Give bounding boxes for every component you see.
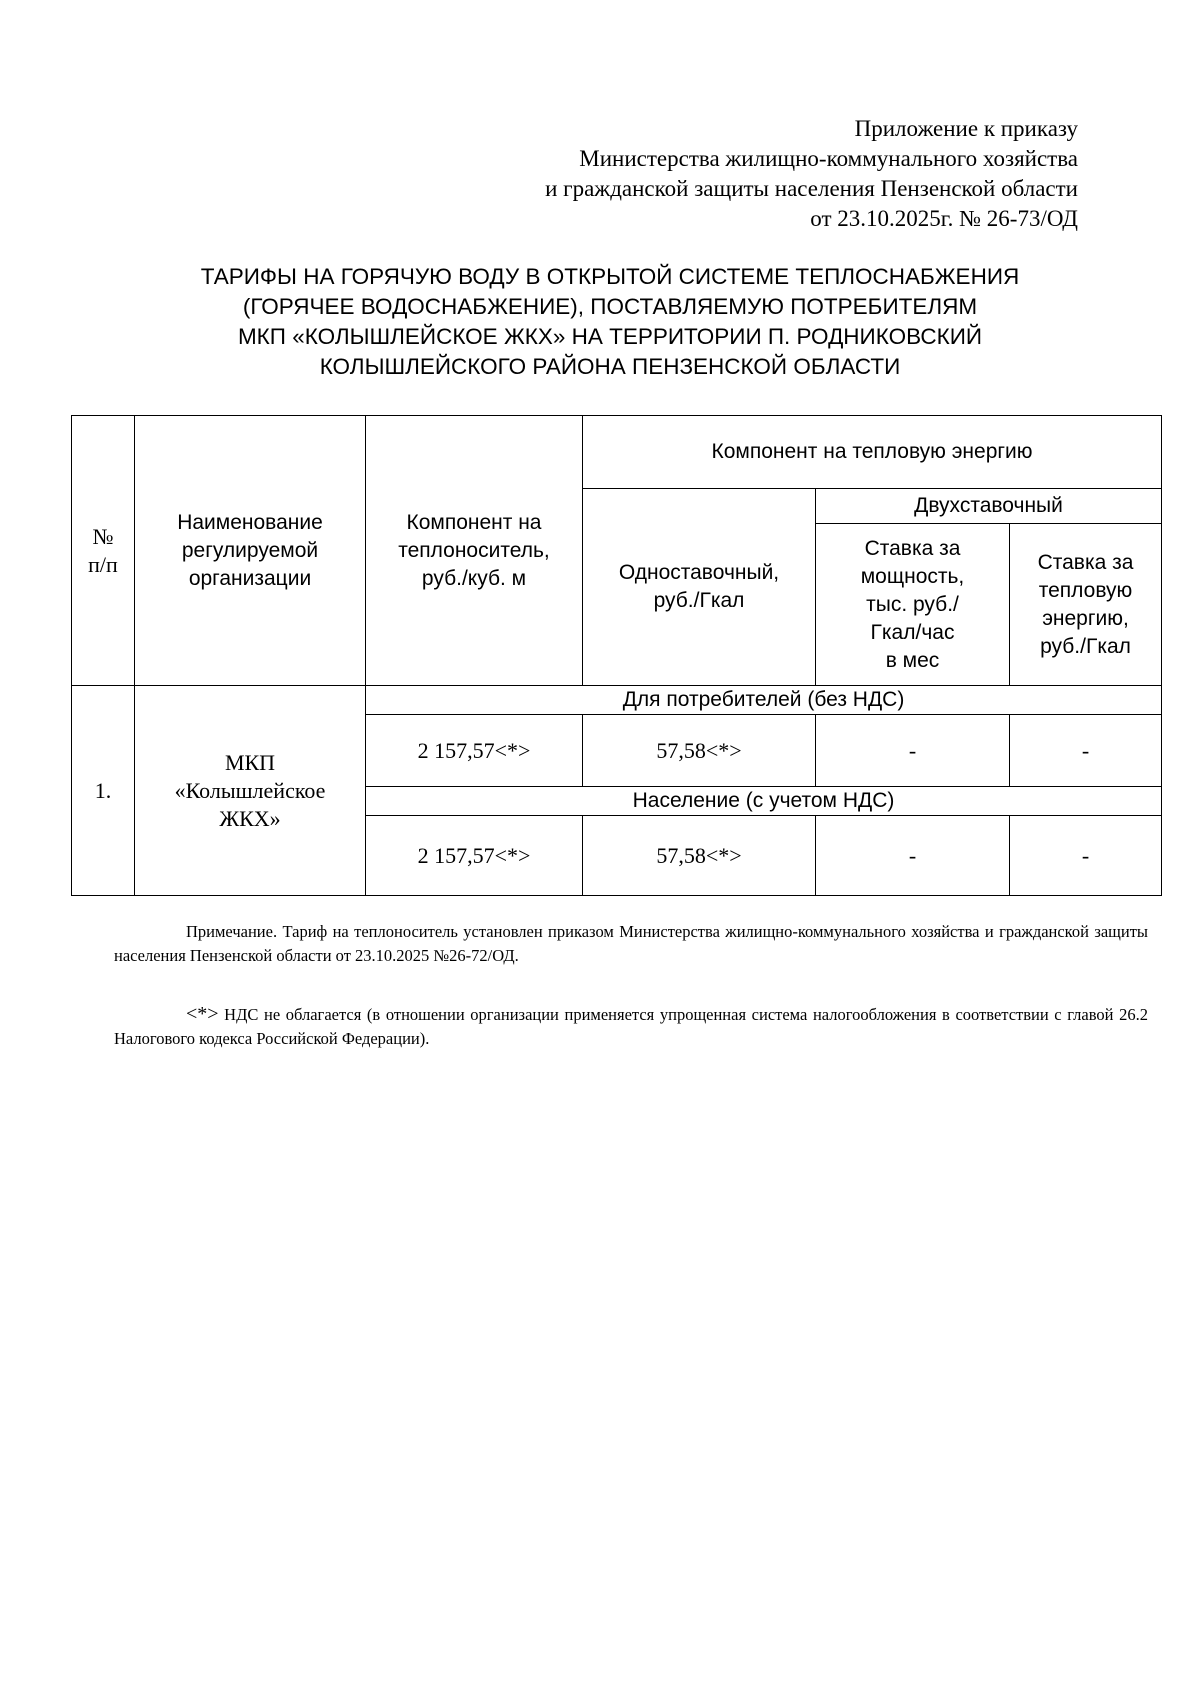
header-energy-component: Компонент на тепловую энергию (583, 416, 1162, 489)
energy-rate-value: - (1010, 816, 1162, 896)
tariff-note (114, 920, 1148, 968)
footnote-symbol: <*> (186, 1003, 219, 1025)
carrier-value: 2 157,57<*> (366, 816, 583, 896)
header-organization-name: Наименование регулируемой организации (135, 416, 366, 686)
row-number: 1. (72, 686, 135, 896)
power-rate-value: - (816, 715, 1010, 787)
header-line: Приложение к приказу (854, 116, 1078, 141)
title-line: КОЛЫШЛЕЙСКОГО РАЙОНА ПЕНЗЕНСКОЙ ОБЛАСТИ (319, 354, 901, 379)
consumer-group-label: Для потребителей (без НДС) (366, 686, 1162, 715)
header-single-rate: Одноставочный, руб./Гкал (583, 489, 816, 686)
title-line: МКП «КОЛЫШЛЕЙСКОЕ ЖКХ» НА ТЕРРИТОРИИ П. РОДНИКОВСКИЙ (237, 324, 983, 349)
single-rate-value: 57,58<*> (583, 715, 816, 787)
energy-rate-value: - (1010, 715, 1162, 787)
header-power-rate: Ставка за мощность, тыс. руб./ Гкал/час в мес (816, 524, 1010, 686)
single-rate-value: 57,58<*> (583, 816, 816, 896)
carrier-value: 2 157,57<*> (366, 715, 583, 787)
header-line: от 23.10.2025г. № 26-73/ОД (810, 206, 1078, 231)
vat-footnote (114, 1002, 1148, 1051)
title-line: ТАРИФЫ НА ГОРЯЧУЮ ВОДУ В ОТКРЫТОЙ СИСТЕМЕ ТЕПЛОСНАБЖЕНИЯ (200, 264, 1020, 289)
tariff-table (71, 415, 1162, 896)
header-line: Министерства жилищно-коммунального хозяйства (579, 146, 1078, 171)
note-text: Примечание. Тариф на теплоноситель установлен приказом Министерства жилищно-коммунального хозяйства и гражданской защиты населения Пензенской области от 23.10.2025 №26-72/ОД. (114, 922, 1148, 965)
document-title (120, 262, 1100, 382)
header-line: и гражданской защиты населения Пензенской области (545, 176, 1078, 201)
header-two-rate: Двухставочный (816, 489, 1162, 524)
order-reference-header (545, 114, 1078, 234)
organization-name: МКП «Колышлейское ЖКХ» (135, 686, 366, 896)
power-rate-value: - (816, 816, 1010, 896)
table-row (72, 686, 1162, 715)
consumer-group-label: Население (с учетом НДС) (366, 787, 1162, 816)
footnote-text: НДС не облагается (в отношении организации применяется упрощенная система налогообложения в соответствии с главой 26.2 Налогового кодекса Российской Федерации). (114, 1005, 1148, 1048)
header-energy-rate: Ставка за тепловую энергию, руб./Гкал (1010, 524, 1162, 686)
header-carrier-component: Компонент на теплоноситель, руб./куб. м (366, 416, 583, 686)
header-row-number: № п/п (72, 416, 135, 686)
title-line: (ГОРЯЧЕЕ ВОДОСНАБЖЕНИЕ), ПОСТАВЛЯЕМУЮ ПОТРЕБИТЕЛЯМ (242, 294, 978, 319)
